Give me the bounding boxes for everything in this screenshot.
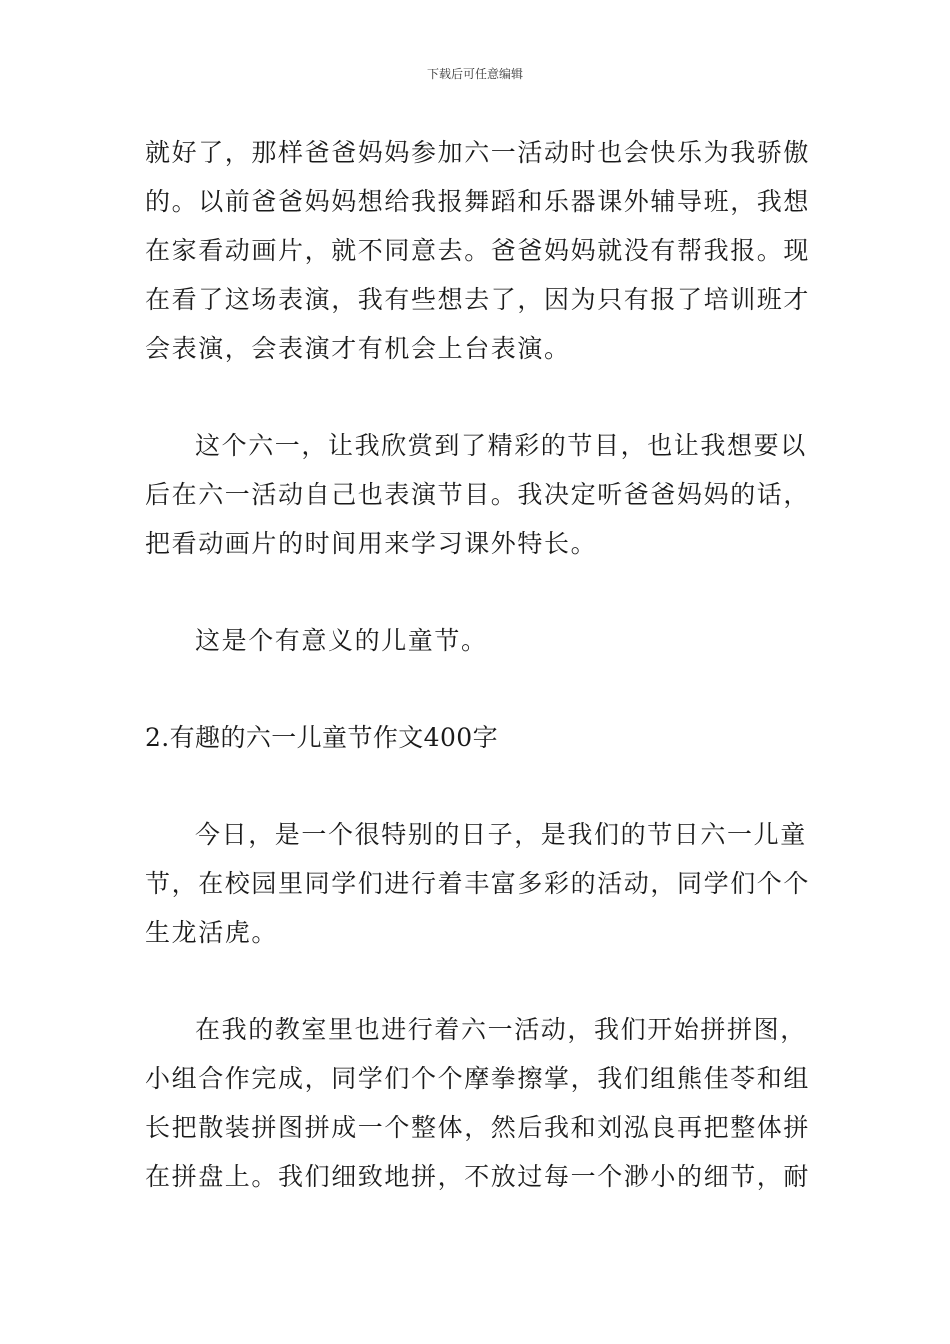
section-heading xyxy=(145,713,810,762)
paragraph-gap xyxy=(145,762,810,810)
paragraph-1 xyxy=(145,128,810,373)
document-body xyxy=(145,128,810,1201)
paragraph-gap xyxy=(145,665,810,713)
paragraph-gap xyxy=(145,568,810,616)
paragraph-2 xyxy=(145,421,810,568)
paragraph-4 xyxy=(145,810,810,957)
section-title: 2.有趣的六一儿童节作文400字 xyxy=(145,723,498,752)
paragraph-3 xyxy=(145,616,810,665)
paragraph-gap xyxy=(145,957,810,1005)
text-line: 这个六一，让我欣赏到了精彩的节目，也让我想要以 xyxy=(195,431,807,460)
paragraph-gap xyxy=(145,373,810,421)
text-line: 后在六一活动自己也表演节目。我决定听爸爸妈妈的话， xyxy=(145,480,811,509)
text-line: 这是个有意义的儿童节。 xyxy=(195,626,488,655)
text-line: 生龙活虎。 xyxy=(145,918,279,947)
text-line: 的。以前爸爸妈妈想给我报舞蹈和乐器课外辅导班，我想 xyxy=(145,187,811,216)
text-line: 在拼盘上。我们细致地拼，不放过每一个渺小的细节，耐 xyxy=(145,1162,811,1191)
text-line: 今日，是一个很特别的日子，是我们的节日六一儿童 xyxy=(195,820,807,849)
text-line: 会表演，会表演才有机会上台表演。 xyxy=(145,334,571,363)
text-line: 在我的教室里也进行着六一活动，我们开始拼拼图， xyxy=(195,1015,807,1044)
text-line: 在看了这场表演，我有些想去了，因为只有报了培训班才 xyxy=(145,285,811,314)
text-line: 小组合作完成，同学们个个摩拳擦掌，我们组熊佳苓和组 xyxy=(145,1064,811,1093)
text-line: 把看动画片的时间用来学习课外特长。 xyxy=(145,529,598,558)
text-line: 在家看动画片，就不同意去。爸爸妈妈就没有帮我报。现 xyxy=(145,236,811,265)
text-line: 长把散装拼图拼成一个整体，然后我和刘泓良再把整体拼 xyxy=(145,1113,811,1142)
text-line: 节，在校园里同学们进行着丰富多彩的活动，同学们个个 xyxy=(145,869,811,898)
paragraph-5 xyxy=(145,1005,810,1201)
page-header: 下载后可任意编辑 xyxy=(426,67,523,81)
text-line: 就好了，那样爸爸妈妈参加六一活动时也会快乐为我骄傲 xyxy=(145,138,811,167)
